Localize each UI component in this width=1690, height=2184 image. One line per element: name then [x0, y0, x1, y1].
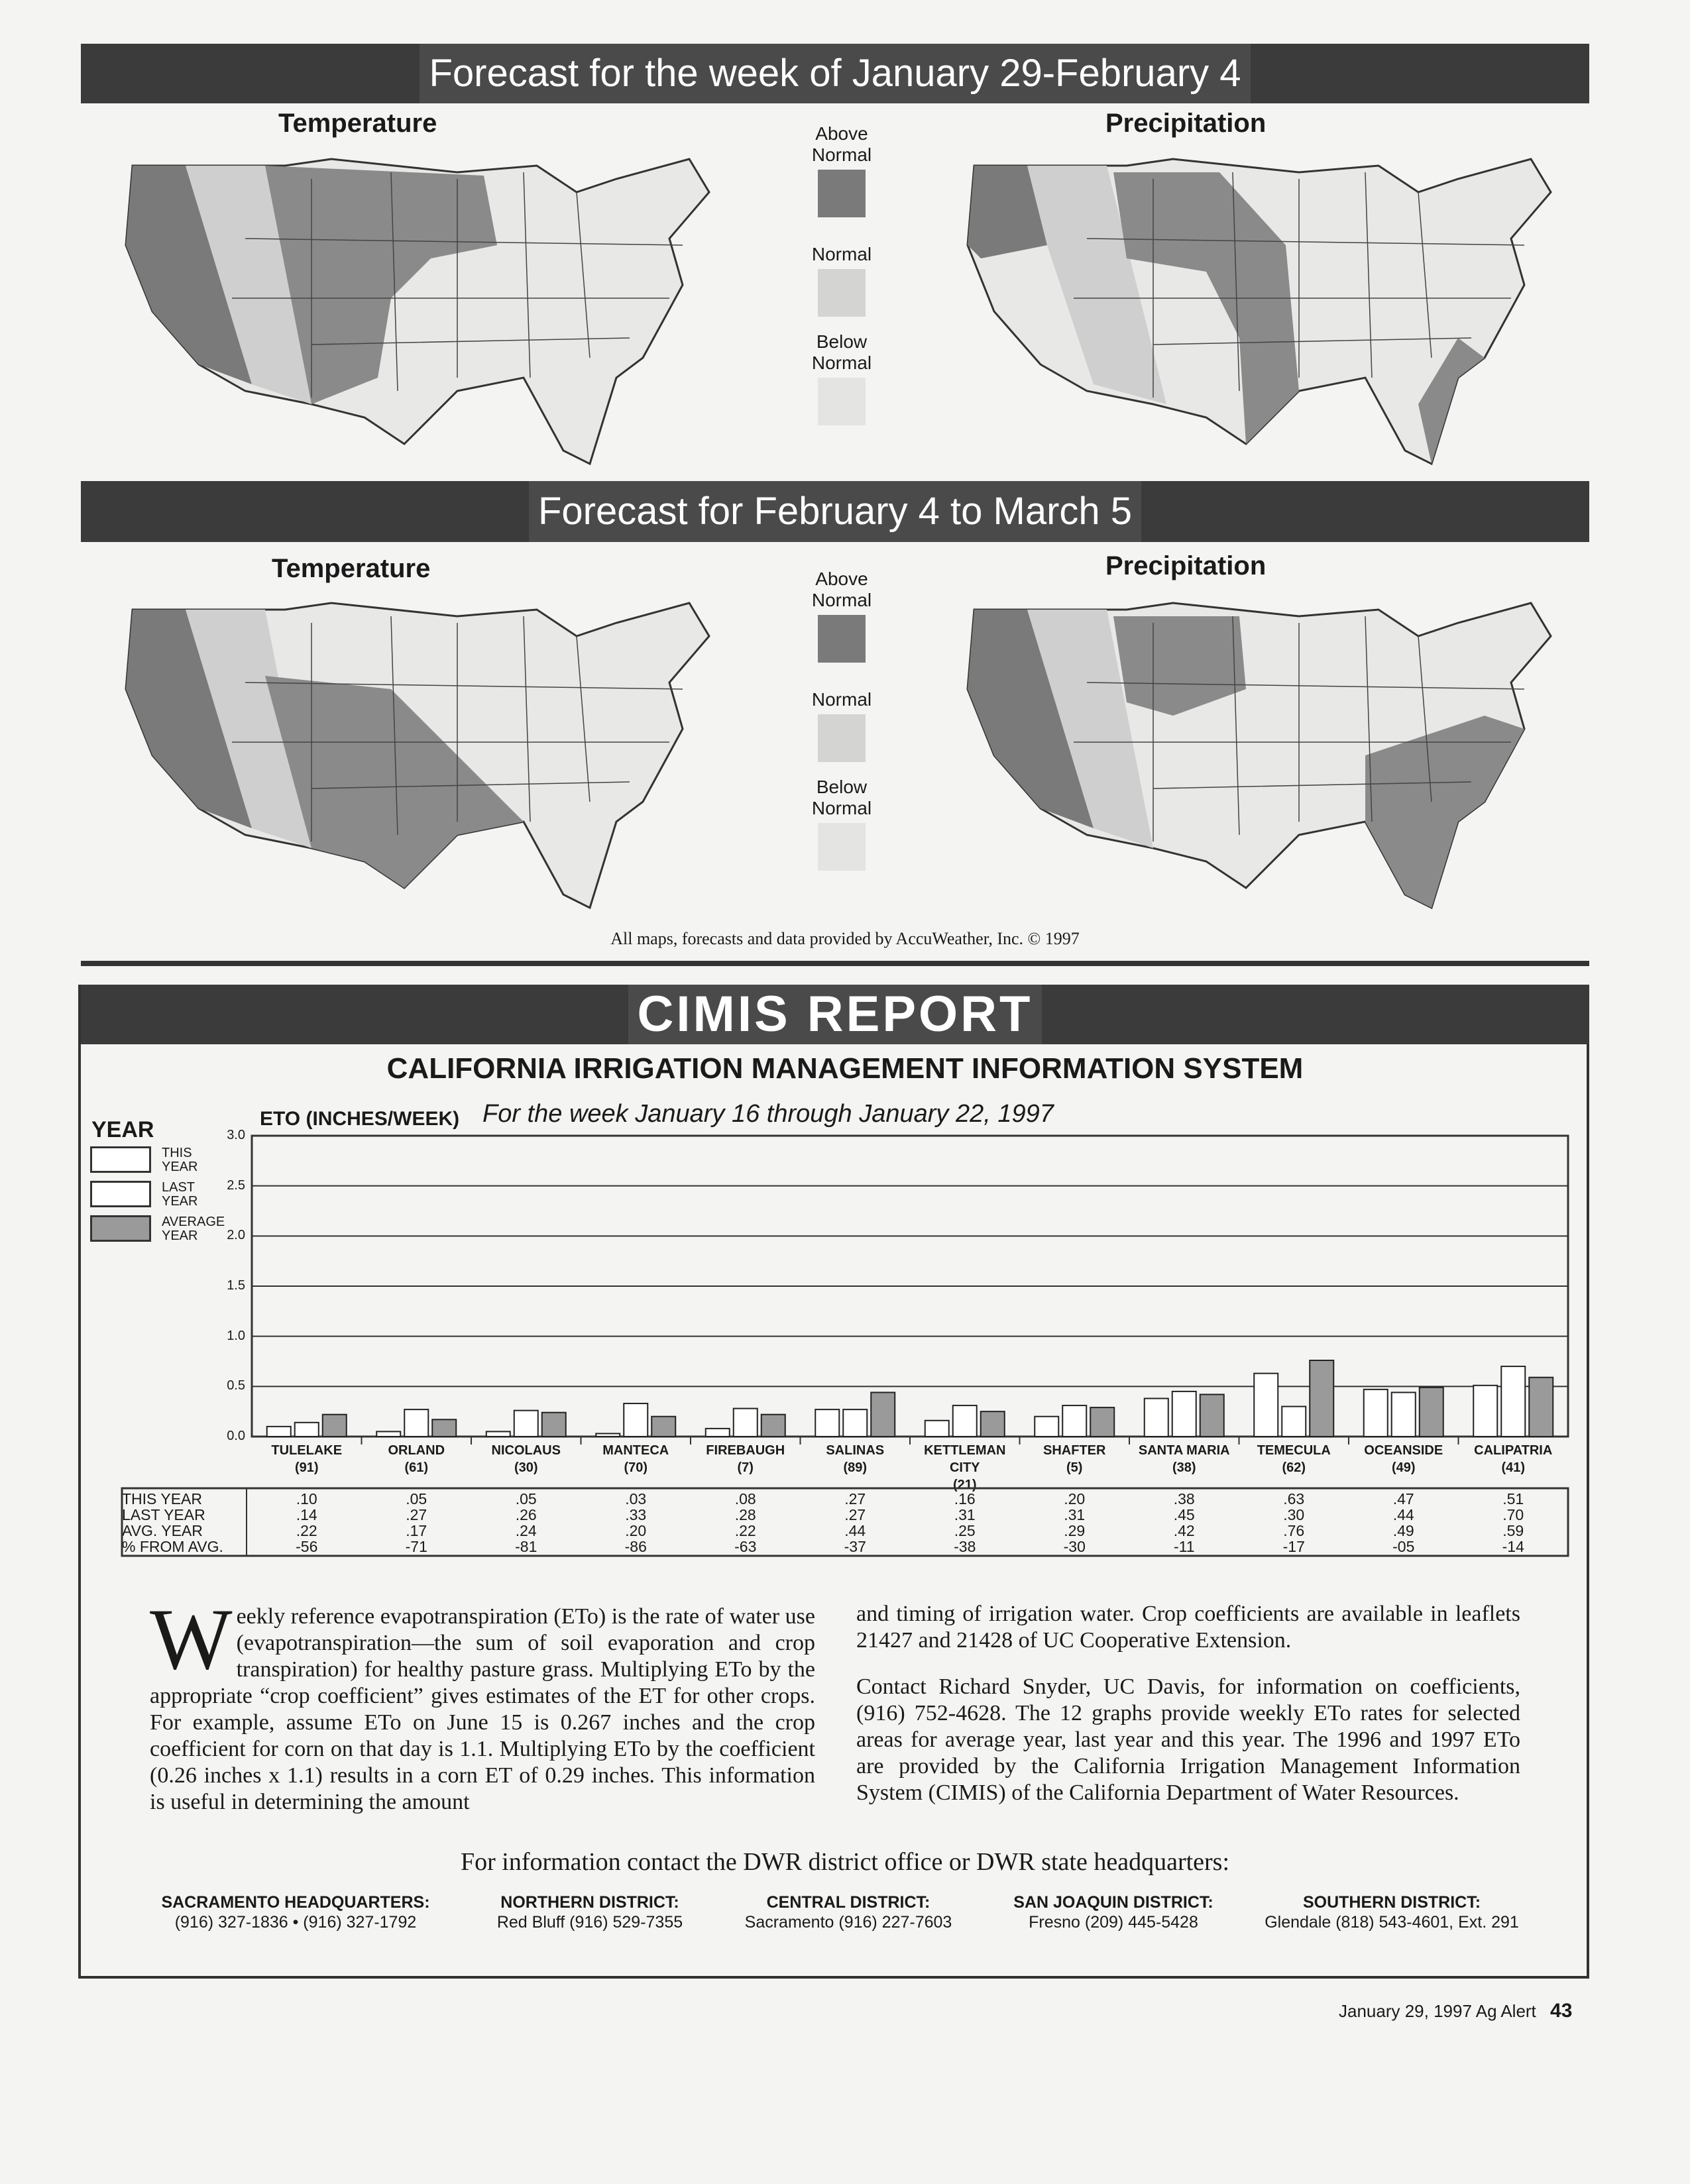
- table-cell-avg-year: .20: [625, 1522, 647, 1539]
- table-cell-last-year: .26: [515, 1506, 537, 1523]
- key-last-year-label: LAST YEAR: [162, 1180, 198, 1209]
- key-last-year-swatch: [90, 1181, 151, 1207]
- contact-line: For information contact the DWR district office or DWR state headquarters:: [460, 1848, 1230, 1876]
- table-cell-avg-year: .17: [406, 1522, 427, 1539]
- y-tick-label: 1.5: [227, 1278, 245, 1293]
- table-cell-pct-from-avg: -30: [1063, 1538, 1086, 1555]
- precipitation-title-2: Precipitation: [1105, 551, 1267, 580]
- table-cell-this-year: .05: [406, 1490, 427, 1507]
- station-name: SHAFTER: [1043, 1443, 1106, 1458]
- station-label: [252, 1442, 362, 1476]
- drop-cap: W: [150, 1590, 233, 1688]
- article-column-2b: Contact Richard Snyder, UC Davis, for information on coefficients, (916) 752-4628. The 12 graphs provide weekly ETo rates for selected areas for average year, last year and this year. The 1996 and 1997 ETo are provided by the California Irrigation Management Information System (CIMIS) of the California Department of Water Resources.: [856, 1674, 1520, 1805]
- table-cell-last-year: .30: [1283, 1506, 1305, 1523]
- station-name: TULELAKE: [271, 1443, 343, 1458]
- table-cell-avg-year: .49: [1392, 1522, 1414, 1539]
- station-name: TEMECULA: [1257, 1443, 1331, 1458]
- station-label: [1349, 1442, 1459, 1476]
- page-number: 43: [1550, 2000, 1573, 2022]
- office-northern: NORTHERN DISTRICT: Red Bluff (916) 529-7355: [496, 1893, 683, 1932]
- table-cell-avg-year: .22: [296, 1522, 317, 1539]
- station-label: [1020, 1442, 1130, 1476]
- precipitation-map-month: [954, 583, 1564, 928]
- legend-below-label-2: Below Normal: [811, 777, 872, 818]
- station-id: (62): [1282, 1460, 1306, 1475]
- cimis-subtitle: CALIFORNIA IRRIGATION MANAGEMENT INFORMATION SYSTEM: [386, 1052, 1304, 1085]
- row-label-avg-year: AVG. YEAR: [122, 1522, 203, 1539]
- key-average-year-swatch: [90, 1215, 151, 1242]
- station-id: (70): [624, 1460, 648, 1475]
- station-id: (61): [404, 1460, 429, 1475]
- legend-normal-swatch: [818, 269, 866, 317]
- cimis-banner: CIMIS REPORT: [81, 985, 1589, 1044]
- table-cell-this-year: .27: [844, 1490, 866, 1507]
- article-column-2a: and timing of irrigation water. Crop coefficients are available in leaflets 21427 and 21428 of UC Cooperative Extension.: [856, 1602, 1520, 1653]
- table-cell-this-year: .38: [1173, 1490, 1195, 1507]
- y-tick-label: 0.0: [227, 1429, 245, 1443]
- station-id: (21): [952, 1478, 977, 1492]
- table-cell-last-year: .27: [406, 1506, 427, 1523]
- row-label-this-year: THIS YEAR: [122, 1490, 202, 1507]
- legend-month: [799, 569, 885, 871]
- table-cell-pct-from-avg: -86: [624, 1538, 647, 1555]
- forecast-week-banner: Forecast for the week of January 29-February 4: [81, 44, 1589, 103]
- table-cell-avg-year: .59: [1502, 1522, 1524, 1539]
- week-range-label: For the week January 16 through January 22, 1997: [482, 1100, 1054, 1128]
- table-cell-avg-year: .25: [954, 1522, 976, 1539]
- station-name: MANTECA: [602, 1443, 669, 1458]
- eto-axis-label: ETO (INCHES/WEEK): [260, 1108, 460, 1130]
- table-cell-avg-year: .22: [734, 1522, 756, 1539]
- table-cell-this-year: .51: [1502, 1490, 1524, 1507]
- station-name: FIREBAUGH: [706, 1443, 785, 1458]
- legend-normal-label-2: Normal: [811, 689, 872, 710]
- station-name: SALINAS: [826, 1443, 885, 1458]
- key-average-year-label: AVERAGE YEAR: [162, 1215, 225, 1243]
- station-label: [910, 1442, 1020, 1494]
- station-label: [691, 1442, 801, 1476]
- table-cell-pct-from-avg: -81: [515, 1538, 537, 1555]
- y-tick-label: 1.0: [227, 1328, 245, 1343]
- station-label: [801, 1442, 911, 1476]
- office-sacramento: SACRAMENTO HEADQUARTERS: (916) 327-1836 • (916) 327-1792: [161, 1893, 430, 1932]
- station-id: (89): [843, 1460, 868, 1475]
- table-cell-avg-year: .76: [1283, 1522, 1305, 1539]
- office-central: CENTRAL DISTRICT: Sacramento (916) 227-7603: [744, 1893, 952, 1932]
- row-label-last-year: LAST YEAR: [122, 1506, 205, 1523]
- station-label: [362, 1442, 472, 1476]
- page-footer: [1339, 2000, 1572, 2022]
- station-id: (5): [1066, 1460, 1083, 1475]
- table-cell-last-year: .44: [1392, 1506, 1414, 1523]
- table-cell-pct-from-avg: -63: [734, 1538, 757, 1555]
- station-name: ORLAND: [388, 1443, 445, 1458]
- forecast-month-banner: Forecast for February 4 to March 5: [81, 481, 1589, 542]
- data-credit: All maps, forecasts and data provided by AccuWeather, Inc. © 1997: [610, 929, 1080, 948]
- cimis-report-box: [78, 985, 1589, 1979]
- table-cell-pct-from-avg: -37: [844, 1538, 866, 1555]
- table-cell-pct-from-avg: -11: [1173, 1538, 1195, 1555]
- key-this-year-label: THIS YEAR: [162, 1146, 198, 1174]
- station-id: (38): [1172, 1460, 1196, 1475]
- temperature-map-week: [113, 139, 722, 484]
- table-cell-last-year: .14: [296, 1506, 317, 1523]
- row-label-pct-from-avg: % FROM AVG.: [122, 1538, 223, 1555]
- table-cell-last-year: .27: [844, 1506, 866, 1523]
- table-cell-this-year: .03: [625, 1490, 647, 1507]
- footer-publication: Ag Alert: [1475, 2001, 1536, 2021]
- station-label: [1129, 1442, 1239, 1476]
- article-column-1: Weekly reference evapotranspiration (ETo) is the rate of water use (evapotranspiration—the sum of soil evaporation and crop transpiration) for healthy pasture grass. Multiplying ETo by the appropriate “crop coefficient” gives estimates of the ET for other crops. For example, assume ETo on June 15 is 0.267 inches and the crop coefficient for corn on that day is 1.1. Multiplying ETo by the coefficient (0.26 inches x 1.1) results in a corn ET of 0.29 inches. This information is useful in determining the amount: [150, 1590, 815, 1814]
- station-label: [581, 1442, 691, 1476]
- station-id: (7): [737, 1460, 754, 1475]
- precipitation-map-week: [954, 139, 1564, 484]
- temperature-map-month: [113, 583, 722, 928]
- table-cell-avg-year: .24: [515, 1522, 537, 1539]
- legend-below-swatch: [818, 378, 866, 425]
- key-this-year-swatch: [90, 1146, 151, 1173]
- station-id: (91): [294, 1460, 319, 1475]
- y-tick-label: 0.5: [227, 1378, 245, 1393]
- station-name: KETTLEMAN CITY: [924, 1443, 1006, 1475]
- legend-week: [799, 123, 885, 425]
- table-cell-avg-year: .29: [1064, 1522, 1086, 1539]
- year-key-label: YEAR: [91, 1117, 154, 1142]
- station-id: (30): [514, 1460, 538, 1475]
- table-cell-last-year: .31: [954, 1506, 976, 1523]
- table-cell-pct-from-avg: -14: [1502, 1538, 1524, 1555]
- table-cell-this-year: .05: [515, 1490, 537, 1507]
- temperature-title: Temperature: [278, 109, 437, 138]
- legend-below-swatch-2: [818, 823, 866, 871]
- station-label: [1239, 1442, 1349, 1476]
- table-cell-this-year: .10: [296, 1490, 317, 1507]
- office-southern: SOUTHERN DISTRICT: Glendale (818) 543-4601, Ext. 291: [1265, 1893, 1519, 1932]
- table-cell-this-year: .20: [1064, 1490, 1086, 1507]
- station-id: (41): [1501, 1460, 1526, 1475]
- table-cell-pct-from-avg: -56: [296, 1538, 318, 1555]
- table-cell-avg-year: .44: [844, 1522, 866, 1539]
- station-label: [1459, 1442, 1569, 1476]
- footer-date: January 29, 1997: [1339, 2001, 1472, 2021]
- office-san-joaquin: SAN JOAQUIN DISTRICT: Fresno (209) 445-5428: [1013, 1893, 1213, 1932]
- legend-normal-label: Normal: [811, 244, 872, 264]
- table-cell-last-year: .70: [1502, 1506, 1524, 1523]
- table-cell-pct-from-avg: -38: [954, 1538, 976, 1555]
- legend-above-label: Above Normal: [811, 123, 872, 165]
- y-tick-label: 3.0: [227, 1128, 245, 1142]
- table-cell-last-year: .28: [734, 1506, 756, 1523]
- table-cell-pct-from-avg: -17: [1282, 1538, 1305, 1555]
- station-name: NICOLAUS: [491, 1443, 561, 1458]
- precipitation-title: Precipitation: [1105, 109, 1267, 138]
- station-name: SANTA MARIA: [1138, 1443, 1230, 1458]
- station-name: OCEANSIDE: [1364, 1443, 1443, 1458]
- table-cell-last-year: .45: [1173, 1506, 1195, 1523]
- table-cell-pct-from-avg: -05: [1392, 1538, 1415, 1555]
- table-cell-last-year: .31: [1064, 1506, 1086, 1523]
- table-cell-this-year: .63: [1283, 1490, 1305, 1507]
- legend-below-label: Below Normal: [811, 331, 872, 373]
- station-label: [471, 1442, 581, 1476]
- table-cell-last-year: .33: [625, 1506, 647, 1523]
- table-cell-this-year: .08: [734, 1490, 756, 1507]
- y-tick-label: 2.5: [227, 1177, 245, 1193]
- temperature-title-2: Temperature: [272, 554, 431, 583]
- station-id: (49): [1391, 1460, 1416, 1475]
- station-name: CALIPATRIA: [1474, 1443, 1553, 1458]
- legend-above-swatch-2: [818, 615, 866, 663]
- y-tick-label: 2.0: [227, 1228, 245, 1243]
- legend-above-swatch: [818, 170, 866, 217]
- legend-normal-swatch-2: [818, 714, 866, 762]
- table-cell-avg-year: .42: [1173, 1522, 1195, 1539]
- table-cell-pct-from-avg: -71: [405, 1538, 427, 1555]
- table-cell-this-year: .16: [954, 1490, 976, 1507]
- legend-above-label-2: Above Normal: [811, 569, 872, 610]
- table-cell-this-year: .47: [1392, 1490, 1414, 1507]
- divider-rule: [81, 961, 1589, 966]
